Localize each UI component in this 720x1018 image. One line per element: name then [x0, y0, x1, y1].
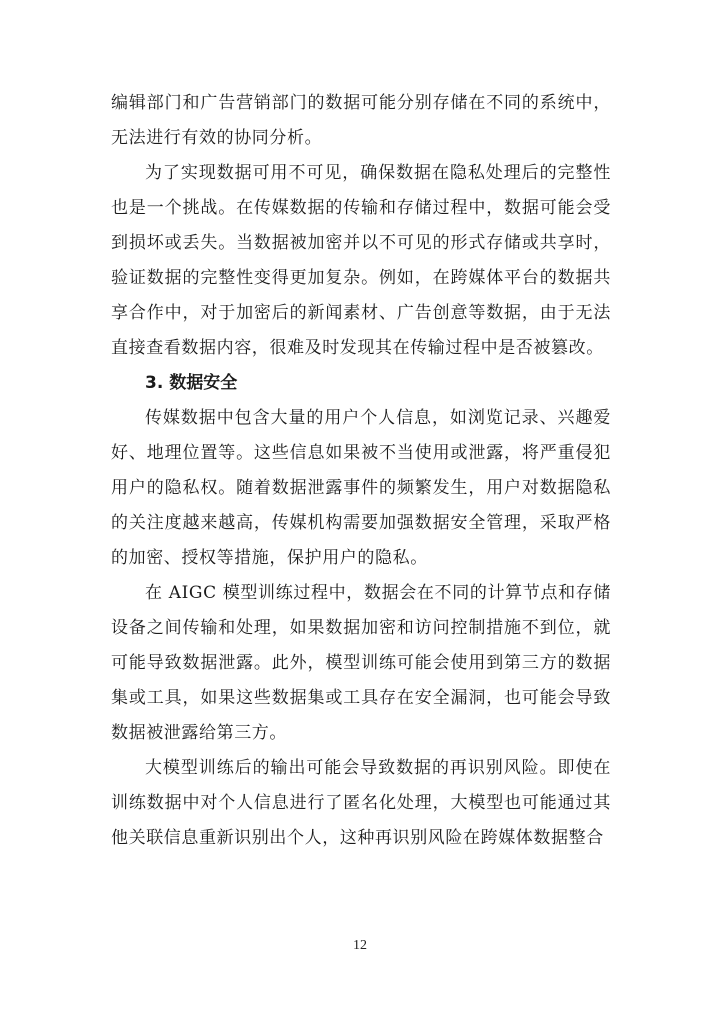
paragraph-5: 大模型训练后的输出可能会导致数据的再识别风险。即使在训练数据中对个人信息进行了匿名化处理，大模型也可能通过其他关联信息重新识别出个人，这种再识别风险在跨媒体数据整合	[111, 758, 611, 848]
paragraph-2: 为了实现数据可用不可见，确保数据在隐私处理后的完整性也是一个挑战。在传媒数据的传输和存储过程中，数据可能会受到损坏或丢失。当数据被加密并以不可见的形式存储或共享时，验证数据的完整性变得更加复杂。例如，在跨媒体平台的数据共享合作中，对于加密后的新闻素材、广告创意等数据，由于无法直接查看数据内容，很难及时发现其在传输过程中是否被篡改。	[111, 163, 611, 358]
paragraph-1: 编辑部门和广告营销部门的数据可能分别存储在不同的系统中，无法进行有效的协同分析。	[111, 93, 611, 148]
paragraph-4: 在 AIGC 模型训练过程中，数据会在不同的计算节点和存储设备之间传输和处理，如果数据加密和访问控制措施不到位，就可能导致数据泄露。此外，模型训练可能会使用到第三方的数据集或工具，如果这些数据集或工具存在安全漏洞，也可能会导致数据被泄露给第三方。	[111, 583, 611, 743]
page-number: 12	[353, 938, 367, 953]
section-heading-data-security: 3. 数据安全	[145, 373, 238, 393]
page-body	[111, 86, 611, 856]
paragraph-3: 传媒数据中包含大量的用户个人信息，如浏览记录、兴趣爱好、地理位置等。这些信息如果被不当使用或泄露，将严重侵犯用户的隐私权。随着数据泄露事件的频繁发生，用户对数据隐私的关注度越来越高，传媒机构需要加强数据安全管理，采取严格的加密、授权等措施，保护用户的隐私。	[111, 408, 611, 568]
